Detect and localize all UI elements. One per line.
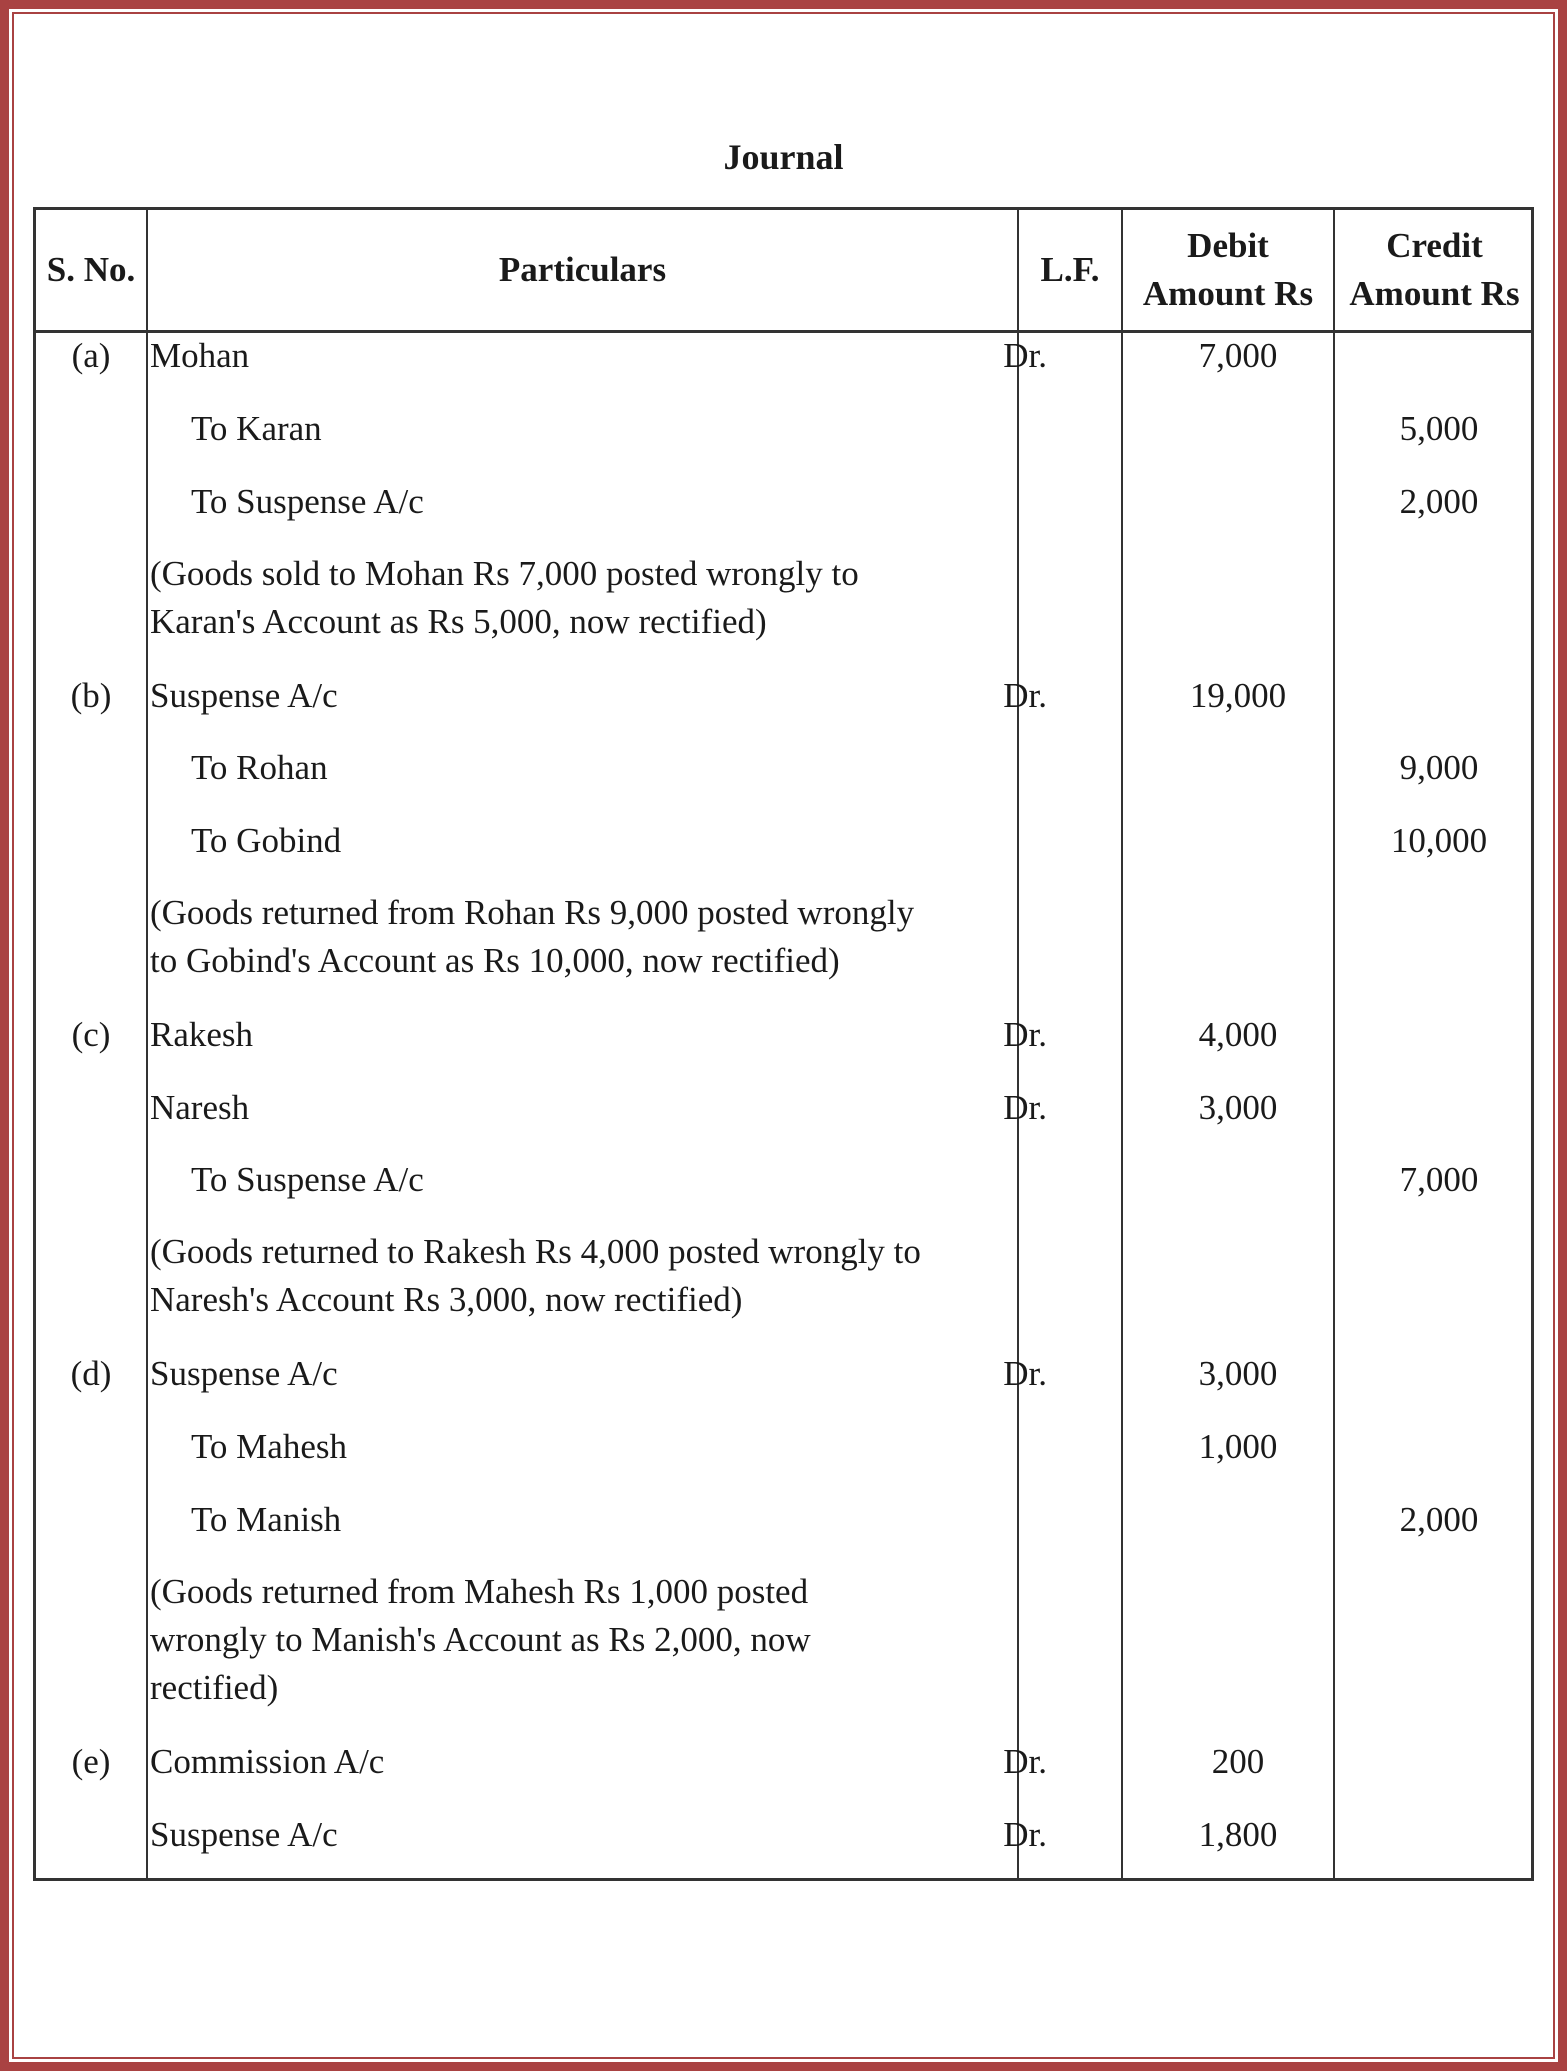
debit-amount: 200 [1211, 1742, 1265, 1781]
credit-amount: 2,000 [1399, 482, 1479, 521]
credit-amount: 2,000 [1399, 1500, 1479, 1539]
header-debit-line2: Amount Rs [1142, 274, 1314, 313]
credit-amount: 9,000 [1399, 748, 1479, 787]
account-name: To Manish [191, 1500, 342, 1539]
narration: (Goods returned from Mahesh Rs 1,000 posted wrongly to Manish's Account as Rs 2,000, now rectified) [150, 1572, 811, 1707]
header-lf [1019, 210, 1121, 330]
account-name: To Suspense A/c [191, 482, 424, 521]
header-sno [36, 210, 146, 330]
header-credit [1335, 210, 1534, 330]
account-name: To Rohan [191, 748, 328, 787]
account-name: Naresh [150, 1088, 250, 1127]
account-name: To Suspense A/c [191, 1160, 424, 1199]
journal-title: Journal [723, 137, 844, 177]
account-name: Suspense A/c [150, 1354, 338, 1393]
account-name: Suspense A/c [150, 676, 338, 715]
account-name: Mohan [150, 336, 250, 375]
debit-amount: 1,800 [1198, 1815, 1278, 1854]
dr-marker: Dr. [1003, 1742, 1047, 1781]
dr-marker: Dr. [1003, 1015, 1047, 1054]
dr-marker: Dr. [1003, 1354, 1047, 1393]
column-divider [146, 210, 148, 1878]
entry-sno: (a) [71, 336, 111, 375]
credit-amount: 5,000 [1399, 409, 1479, 448]
header-lf-label: L.F. [1040, 250, 1100, 289]
header-divider [36, 330, 1531, 333]
account-name: To Mahesh [191, 1427, 347, 1466]
debit-amount: 3,000 [1198, 1088, 1278, 1127]
account-name: Suspense A/c [150, 1815, 338, 1854]
dr-marker: Dr. [1003, 1815, 1047, 1854]
narration: (Goods returned from Rohan Rs 9,000 posted wrongly to Gobind's Account as Rs 10,000, now rectified) [150, 893, 915, 980]
entry-sno: (e) [71, 1742, 111, 1781]
account-name: To Gobind [191, 821, 342, 860]
dr-marker: Dr. [1003, 1088, 1047, 1127]
header-credit-line1: Credit [1386, 226, 1483, 265]
credit-amount: 7,000 [1399, 1160, 1479, 1199]
debit-amount: 1,000 [1198, 1427, 1278, 1466]
entry-sno: (b) [70, 676, 112, 715]
dr-marker: Dr. [1003, 336, 1047, 375]
debit-amount: 7,000 [1198, 336, 1278, 375]
journal-table [33, 207, 1534, 1881]
debit-amount: 3,000 [1198, 1354, 1278, 1393]
account-name: Rakesh [150, 1015, 254, 1054]
debit-amount: 19,000 [1189, 676, 1287, 715]
entry-sno: (c) [71, 1015, 111, 1054]
account-name: Commission A/c [150, 1742, 385, 1781]
header-debit-line1: Debit [1187, 226, 1269, 265]
header-particulars [148, 210, 1017, 330]
narration: (Goods returned to Rakesh Rs 4,000 posted wrongly to Naresh's Account Rs 3,000, now rectified) [150, 1232, 921, 1319]
header-debit [1123, 210, 1333, 330]
debit-amount: 4,000 [1198, 1015, 1278, 1054]
account-name: To Karan [191, 409, 322, 448]
dr-marker: Dr. [1003, 676, 1047, 715]
header-sno-label: S. No. [46, 250, 136, 289]
column-divider [1121, 210, 1123, 1878]
narration: (Goods sold to Mohan Rs 7,000 posted wrongly to Karan's Account as Rs 5,000, now rectified) [150, 554, 859, 641]
entry-sno: (d) [70, 1354, 112, 1393]
header-particulars-label: Particulars [498, 250, 667, 289]
header-credit-line2: Amount Rs [1349, 274, 1520, 313]
credit-amount: 10,000 [1390, 821, 1488, 860]
